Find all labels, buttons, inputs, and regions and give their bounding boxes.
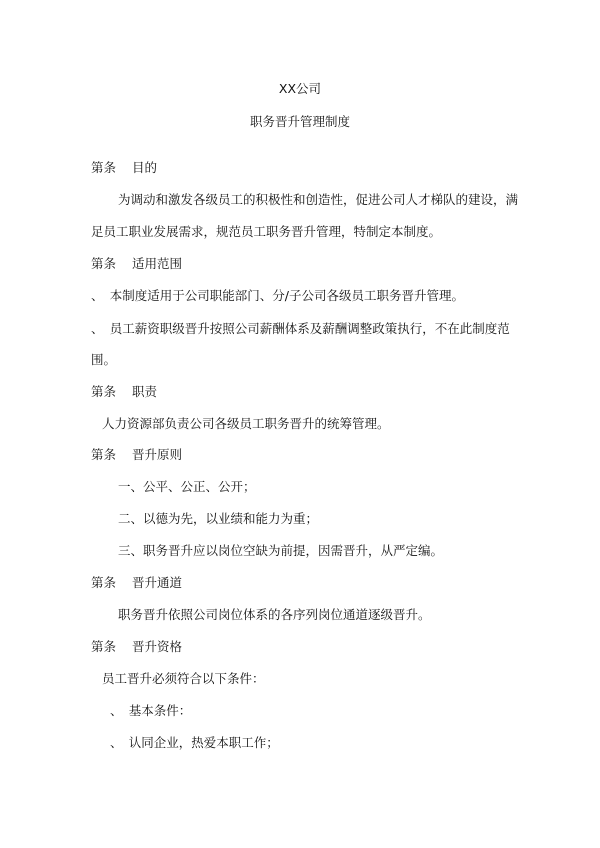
section-number: 第条 <box>91 447 117 462</box>
section-title: 晋升通道 <box>132 575 183 590</box>
list-item: 、 基本条件： <box>110 703 192 718</box>
paragraph-line: 员工晋升必须符合以下条件： <box>102 671 265 686</box>
paragraph-line: 职务晋升依照公司岗位体系的各序列岗位通道逐级晋升。 <box>118 607 431 622</box>
section-title: 职责 <box>132 384 158 399</box>
paragraph-line: 、 员工薪资职级晋升按照公司薪酬体系及薪酬调整政策执行，不在此制度范 <box>91 321 510 336</box>
document-title: 职务晋升管理制度 <box>249 114 350 129</box>
list-item: 一、公平、公正、公开； <box>118 479 256 494</box>
paragraph-line: 人力资源部负责公司各级员工职务晋升的统筹管理。 <box>102 416 390 431</box>
list-item: 二、以德为先，以业绩和能力为重； <box>118 511 319 526</box>
section-number: 第条 <box>91 160 117 175</box>
section-title: 晋升原则 <box>132 447 183 462</box>
section-number: 第条 <box>91 384 117 399</box>
section-number: 第条 <box>91 575 117 590</box>
section-heading <box>91 575 182 591</box>
section-number: 第条 <box>91 256 117 271</box>
paragraph-line: 足员工职业发展需求，规范员工职务晋升管理，特制定本制度。 <box>91 224 442 239</box>
section-title: 目的 <box>132 160 158 175</box>
company-title: XX公司 <box>278 81 322 96</box>
section-number: 第条 <box>91 639 117 654</box>
paragraph-line: 围。 <box>91 352 117 367</box>
section-heading <box>91 447 182 463</box>
list-item: 、 认同企业，热爱本职工作； <box>110 735 279 750</box>
list-item: 三、职务晋升应以岗位空缺为前提，因需晋升，从严定编。 <box>118 543 444 558</box>
section-title: 适用范围 <box>132 256 183 271</box>
section-title: 晋升资格 <box>132 639 183 654</box>
paragraph-line: 、 本制度适用于公司职能部门、分/子公司各级员工职务晋升管理。 <box>91 288 464 303</box>
paragraph-line: 为调动和激发各级员工的积极性和创造性，促进公司人才梯队的建设，满 <box>118 192 519 207</box>
section-heading <box>91 384 157 400</box>
section-heading <box>91 160 157 176</box>
section-heading <box>91 639 182 655</box>
section-heading <box>91 256 182 272</box>
